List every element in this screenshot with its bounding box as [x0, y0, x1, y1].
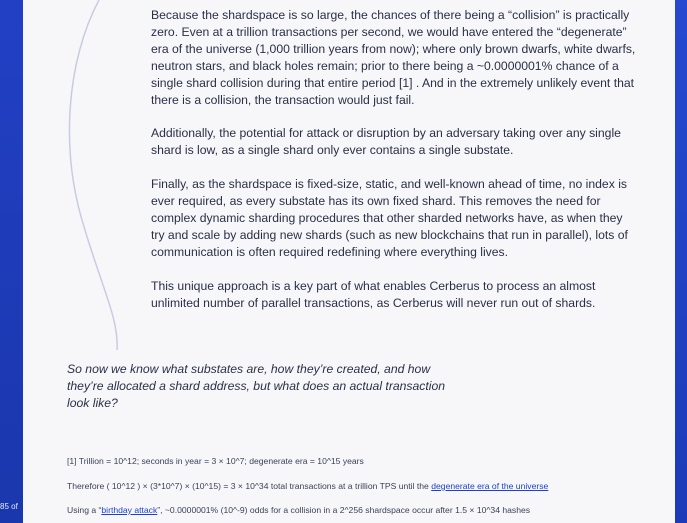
page-counter: 85 of [0, 502, 18, 511]
left-background-band [0, 0, 23, 523]
decorative-curve [67, 0, 127, 360]
paragraph-unique-approach: This unique approach is a key part of what enables Cerberus to process an almost unlimited number of parallel transactions, as Cerberus will never run out of shards. [151, 279, 596, 310]
paragraph-attack-disruption: Additionally, the potential for attack or disruption by an adversary taking over any single shard is low, as a single shard only ever contains a single substate. [151, 126, 621, 157]
footnote-1: [1] Trillion = 10^12; seconds in year = 3 × 10^7; degenerate era = 10^15 years [67, 456, 364, 466]
footnote-3-post: ”, ~0.0000001% (10^-9) odds for a collision in a 2^256 shardspace occur after 1.5 × 10^34 hashes [157, 505, 531, 515]
document-page [23, 0, 675, 523]
paragraph-shardspace-collision: Because the shardspace is so large, the chances of there being a “collision” is practically zero. Even at a trillion transactions per second, we would have entered the “degenerate” era of the universe (1,000 trillion years from now); where only brown dwarfs, white dwarfs, neutron stars, and black holes remain; prior to there being a ~0.0000001% chance of a single shard collision during that entire period [1] . And in the extremely unlikely event that there is a collision, the transaction would just fail. [151, 8, 636, 107]
birthday-attack-link[interactable]: birthday attack [101, 505, 158, 515]
right-background-band [675, 0, 687, 523]
footnote-2-text: Therefore ( 10^12 ) × (3*10^7) × (10^15) = 3 × 10^34 total transactions at a trillion TPS until the [67, 481, 432, 491]
footnote-2 [67, 481, 548, 492]
degenerate-era-link[interactable]: degenerate era of the universe [431, 481, 549, 491]
transaction-question: So now we know what substates are, how they’re created, and how they’re allocated a shard address, but what does an actual transaction look like? [67, 362, 446, 410]
paragraph-fixed-shardspace: Finally, as the shardspace is fixed-size, static, and well-known ahead of time, no index is ever required, as every substate has its own fixed shard. This removes the need for complex dynamic sharding procedures that other sharded networks have, as when they try and scale by adding new shards (such as new blockchains that run in parallel), lots of communication is often required redefining where everything lives. [151, 177, 628, 259]
footnote-3-pre: Using a “ [67, 505, 102, 515]
footnote-3 [67, 505, 530, 516]
